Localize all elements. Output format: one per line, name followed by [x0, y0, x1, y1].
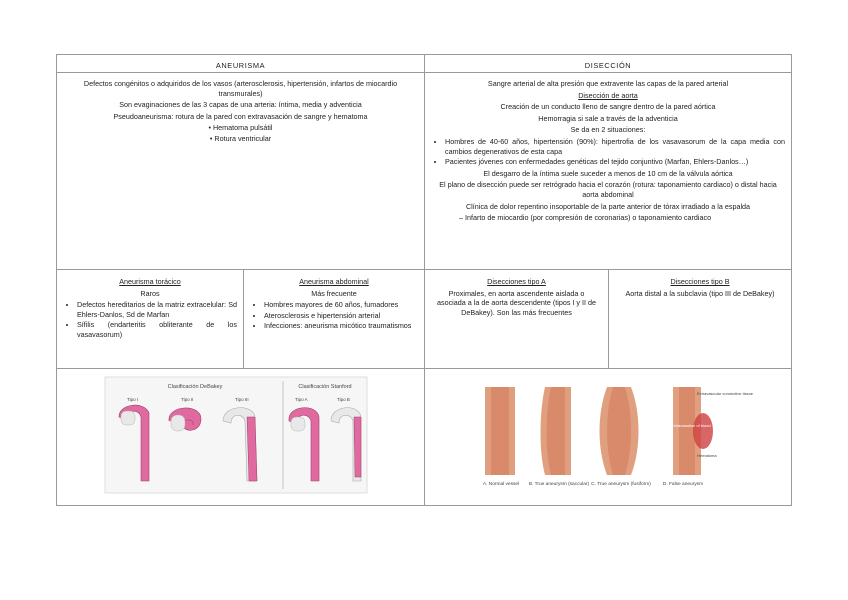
- list-item: • Pacientes jóvenes con enfermedades genéticas del tejido conjuntivo (Marfan, Ehlers-Danlos…): [445, 157, 785, 167]
- annotation-extravascular: Extravascular connective tissue: [697, 391, 754, 396]
- aneurisma-abdominal-cell: [244, 274, 424, 368]
- header-diseccion: DISECCIÓN: [584, 61, 632, 70]
- tipo-a-title: Disecciones tipo A: [487, 277, 546, 286]
- stanford-title: Clasificación Stanford: [298, 384, 352, 390]
- annotation-extravasation: Extravasation of blood: [671, 423, 711, 428]
- label-false-aneurysm: D. False aneurysm: [662, 482, 704, 487]
- debakey-stanford-figure: [105, 377, 367, 493]
- list-item: • Infecciones: aneurisma micótico traumatismos: [264, 321, 418, 331]
- pseudoaneurisma-text: Pseudoaneurisma: rotura de la pared con extravasación de sangre y hematoma: [113, 111, 368, 121]
- list-item: • Aterosclerosis e hipertensión arterial: [264, 311, 418, 321]
- vessel-aneurysm-figure: [475, 383, 754, 491]
- list-item: • Hombres de 40-60 años, hipertensión (90%): hipertrofia de los vasavasorum de la capa media con cambios degenerativos de esta capa: [445, 137, 785, 156]
- debakey-title: Clasificación DeBakey: [167, 384, 223, 390]
- header-aneurisma: ANEURISMA: [215, 61, 266, 70]
- list-item: • Hematoma pulsátil: [79, 123, 402, 133]
- aneurisma-toracico-cell: [57, 274, 243, 368]
- toracico-title: Aneurisma torácico: [119, 277, 181, 286]
- summary-table: [56, 54, 792, 506]
- label-saccular: B. True aneurysm (saccular): [528, 482, 590, 487]
- diseccion-line: Clínica de dolor repentino insoportable de la parte anterior de tórax irradiado a la espalda: [465, 201, 751, 211]
- situations-title: Se da en 2 situaciones:: [570, 125, 646, 135]
- abdominal-title: Aneurisma abdominal: [299, 277, 369, 286]
- label-fusiform: C. True aneurysm (fusiform): [591, 482, 651, 487]
- saccular-aneurysm: [541, 387, 572, 475]
- diseccion-subtitle: Disección de aorta: [578, 90, 638, 100]
- toracico-subtitle: Raros: [140, 288, 160, 298]
- tipo-a-text: Proximales, en aorta ascendente aislada o asociada a la de aorta descendente (tipos I y II de DeBakey). Son las más frecuentes: [436, 288, 597, 317]
- aorta-tipo-ii: [169, 408, 201, 431]
- diseccion-line: El desgarro de la íntima suele suceder a menos de 10 cm de la válvula aórtica: [483, 168, 733, 178]
- abdominal-subtitle: Más frecuente: [311, 288, 357, 298]
- label-normal-vessel: A. Normal vessel: [482, 482, 520, 487]
- list-item: • Rotura ventricular: [79, 134, 402, 144]
- diseccion-tipo-b-cell: [609, 274, 791, 368]
- label-tipo-i: Tipo I: [127, 397, 139, 402]
- diseccion-tipo-a-cell: [425, 274, 608, 368]
- fusiform-aneurysm: [600, 387, 639, 475]
- aneurisma-intro: [57, 79, 424, 269]
- diseccion-definition: Sangre arterial de alta presión que extravente las capas de la pared arterial: [487, 79, 729, 88]
- list-item: • Sífilis (endarteritis obliterante de los vasavasorum): [77, 320, 237, 339]
- label-tipo-iii: Tipo III: [235, 397, 249, 402]
- diseccion-intro: [425, 79, 791, 269]
- list-item: • Hombres mayores de 60 años, fumadores: [264, 300, 418, 310]
- annotation-hematoma: Hematoma: [697, 453, 717, 458]
- label-tipo-b: Tipo B: [337, 397, 350, 402]
- diseccion-line: El plano de disección puede ser retrógrado hacia el corazón (rotura: taponamiento cardiaco) o distal hacia aorta abdominal: [439, 180, 777, 199]
- label-tipo-ii: Tipo II: [181, 397, 194, 402]
- aneurisma-definition: Son evaginaciones de las 3 capas de una arteria: íntima, media y adventicia: [119, 100, 362, 110]
- tipo-b-text: Aorta distal a la subclavia (tipo III de DeBakey): [625, 288, 775, 298]
- label-tipo-a: Tipo A: [295, 397, 308, 402]
- list-item: • Defectos hereditarios de la matriz extracelular: Sd Ehlers-Danlos, Sd de Marfan: [77, 300, 237, 319]
- list-item: – Infarto de miocardio (por compresión de coronarias) o taponamiento cardiaco: [459, 213, 785, 223]
- normal-vessel: [485, 387, 515, 475]
- aneurisma-causes: Defectos congénitos o adquiridos de los vasos (arterosclerosis, hipertensión, infartos de miocardio transmurales): [83, 79, 398, 98]
- diseccion-line: Creación de un conducto lleno de sangre dentro de la pared aórtica: [500, 102, 716, 112]
- tipo-b-title: Disecciones tipo B: [670, 277, 730, 286]
- diseccion-line: Hemorragia si sale a través de la adventicia: [538, 113, 678, 123]
